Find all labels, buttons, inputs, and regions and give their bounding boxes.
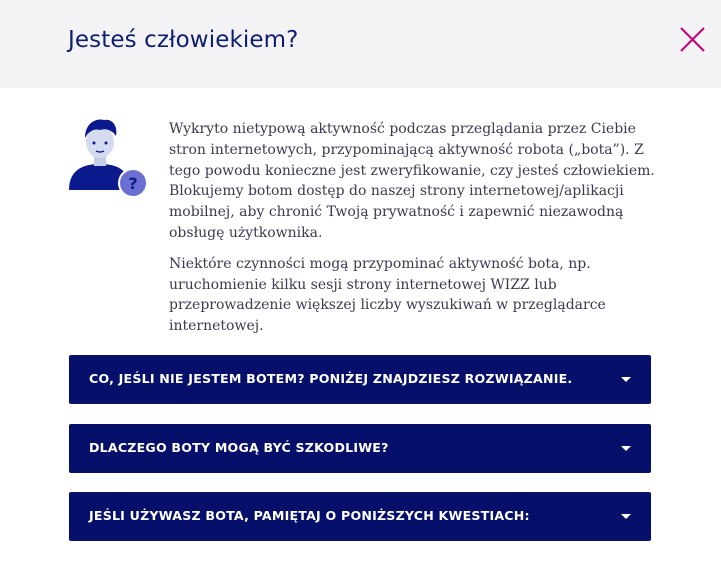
accordion-not-a-bot[interactable] <box>69 355 651 404</box>
accordion-label: DLACZEGO BOTY MOGĄ BYĆ SZKODLIWE? <box>89 440 389 455</box>
chevron-down-icon <box>621 514 631 519</box>
explanation-text <box>169 119 659 337</box>
dialog-header <box>0 0 721 88</box>
accordion-why-bots-harmful[interactable] <box>69 424 651 473</box>
close-button[interactable] <box>676 24 708 56</box>
accordion-label: JEŚLI UŻYWASZ BOTA, PAMIĘTAJ O PONIŻSZYCH KWESTIACH: <box>89 508 530 523</box>
paragraph-bot-examples: Niektóre czynności mogą przypominać aktywność bota, np. uruchomienie kilku sesji strony internetowej WIZZ lub przeprowadzenie większej liczby wyszukiwań w przeglądarce internetowej. <box>169 255 606 335</box>
chevron-down-icon <box>621 377 631 382</box>
user-question-icon <box>66 116 150 200</box>
accordion-label: CO, JEŚLI NIE JESTEM BOTEM? PONIŻEJ ZNAJDZIESZ ROZWIĄZANIE. <box>89 371 573 386</box>
svg-text:?: ? <box>128 174 138 193</box>
chevron-down-icon <box>621 446 631 451</box>
paragraph-detected-activity: Wykryto nietypową aktywność podczas przeglądania przez Ciebie stron internetowych, przypominającą aktywność robota („bota”). Z tego powodu konieczne jest zweryfikowanie, czy jesteś człowiekiem. Blokujemy botom dostęp do naszej strony internetowej/aplikacji mobilnej, aby chronić Twoją prywatność i zapewnić niezawodną obsługę użytkownika. <box>169 121 655 241</box>
close-icon <box>676 24 708 56</box>
page-title: Jesteś człowiekiem? <box>68 27 299 53</box>
accordion-if-using-bot[interactable] <box>69 492 651 541</box>
